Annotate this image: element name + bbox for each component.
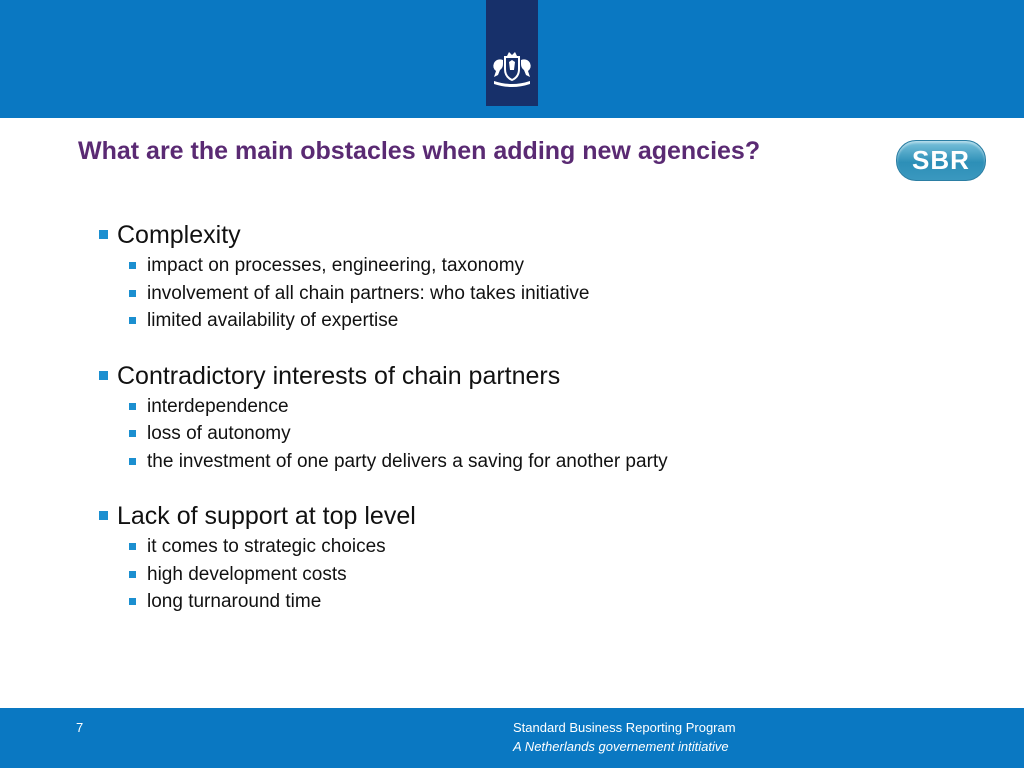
sub-bullet-list (129, 393, 668, 476)
sub-bullet-list (129, 533, 668, 616)
square-bullet-icon (129, 458, 136, 465)
slide-title: What are the main obstacles when adding new agencies? (78, 137, 761, 165)
sub-bullet-text: impact on processes, engineering, taxonomy (147, 255, 525, 276)
footer-band (0, 708, 1024, 768)
header-band (0, 0, 1024, 118)
bullet-list (99, 218, 668, 640)
bullet-heading (99, 499, 668, 533)
sub-bullet (129, 448, 668, 476)
sub-bullet (129, 533, 668, 561)
footer-program: Standard Business Reporting Program (513, 720, 736, 735)
sbr-logo: SBR (896, 140, 986, 181)
sub-bullet (129, 588, 668, 616)
sub-bullet-text: limited availability of expertise (147, 310, 399, 331)
square-bullet-icon (99, 511, 108, 520)
sub-bullet-text: involvement of all chain partners: who takes initiative (147, 282, 590, 304)
sub-bullet-text: high development costs (147, 563, 347, 585)
footer-tagline: A Netherlands governement intitiative (513, 739, 729, 754)
square-bullet-icon (129, 317, 136, 324)
sub-bullet-list (129, 252, 668, 335)
square-bullet-icon (99, 371, 108, 380)
bullet-group-complexity (99, 218, 668, 335)
bullet-group-lack-of-support (99, 499, 668, 616)
bullet-heading-text: Contradictory interests of chain partners (117, 361, 561, 390)
sub-bullet-text: it comes to strategic choices (147, 536, 386, 557)
government-emblem (486, 0, 538, 106)
sub-bullet (129, 307, 668, 335)
square-bullet-icon (129, 403, 136, 410)
sub-bullet (129, 280, 668, 308)
sub-bullet (129, 420, 668, 448)
square-bullet-icon (129, 430, 136, 437)
sub-bullet-text: loss of autonomy (147, 423, 291, 444)
sub-bullet-text: the investment of one party delivers a saving for another party (147, 450, 668, 472)
square-bullet-icon (129, 571, 136, 578)
coat-of-arms-icon (488, 50, 536, 92)
square-bullet-icon (129, 543, 136, 550)
sub-bullet-text: interdependence (147, 395, 289, 417)
bullet-heading-text: Complexity (117, 221, 241, 249)
bullet-heading (99, 359, 668, 393)
sub-bullet (129, 393, 668, 421)
sub-bullet (129, 561, 668, 589)
square-bullet-icon (129, 262, 136, 269)
page-number: 7 (76, 720, 84, 735)
square-bullet-icon (129, 290, 136, 297)
sub-bullet-text: long turnaround time (147, 591, 322, 612)
square-bullet-icon (99, 230, 108, 239)
square-bullet-icon (129, 598, 136, 605)
bullet-group-contradictory-interests (99, 359, 668, 476)
bullet-heading-text: Lack of support at top level (117, 502, 416, 530)
bullet-heading (99, 218, 668, 252)
sub-bullet (129, 252, 668, 280)
